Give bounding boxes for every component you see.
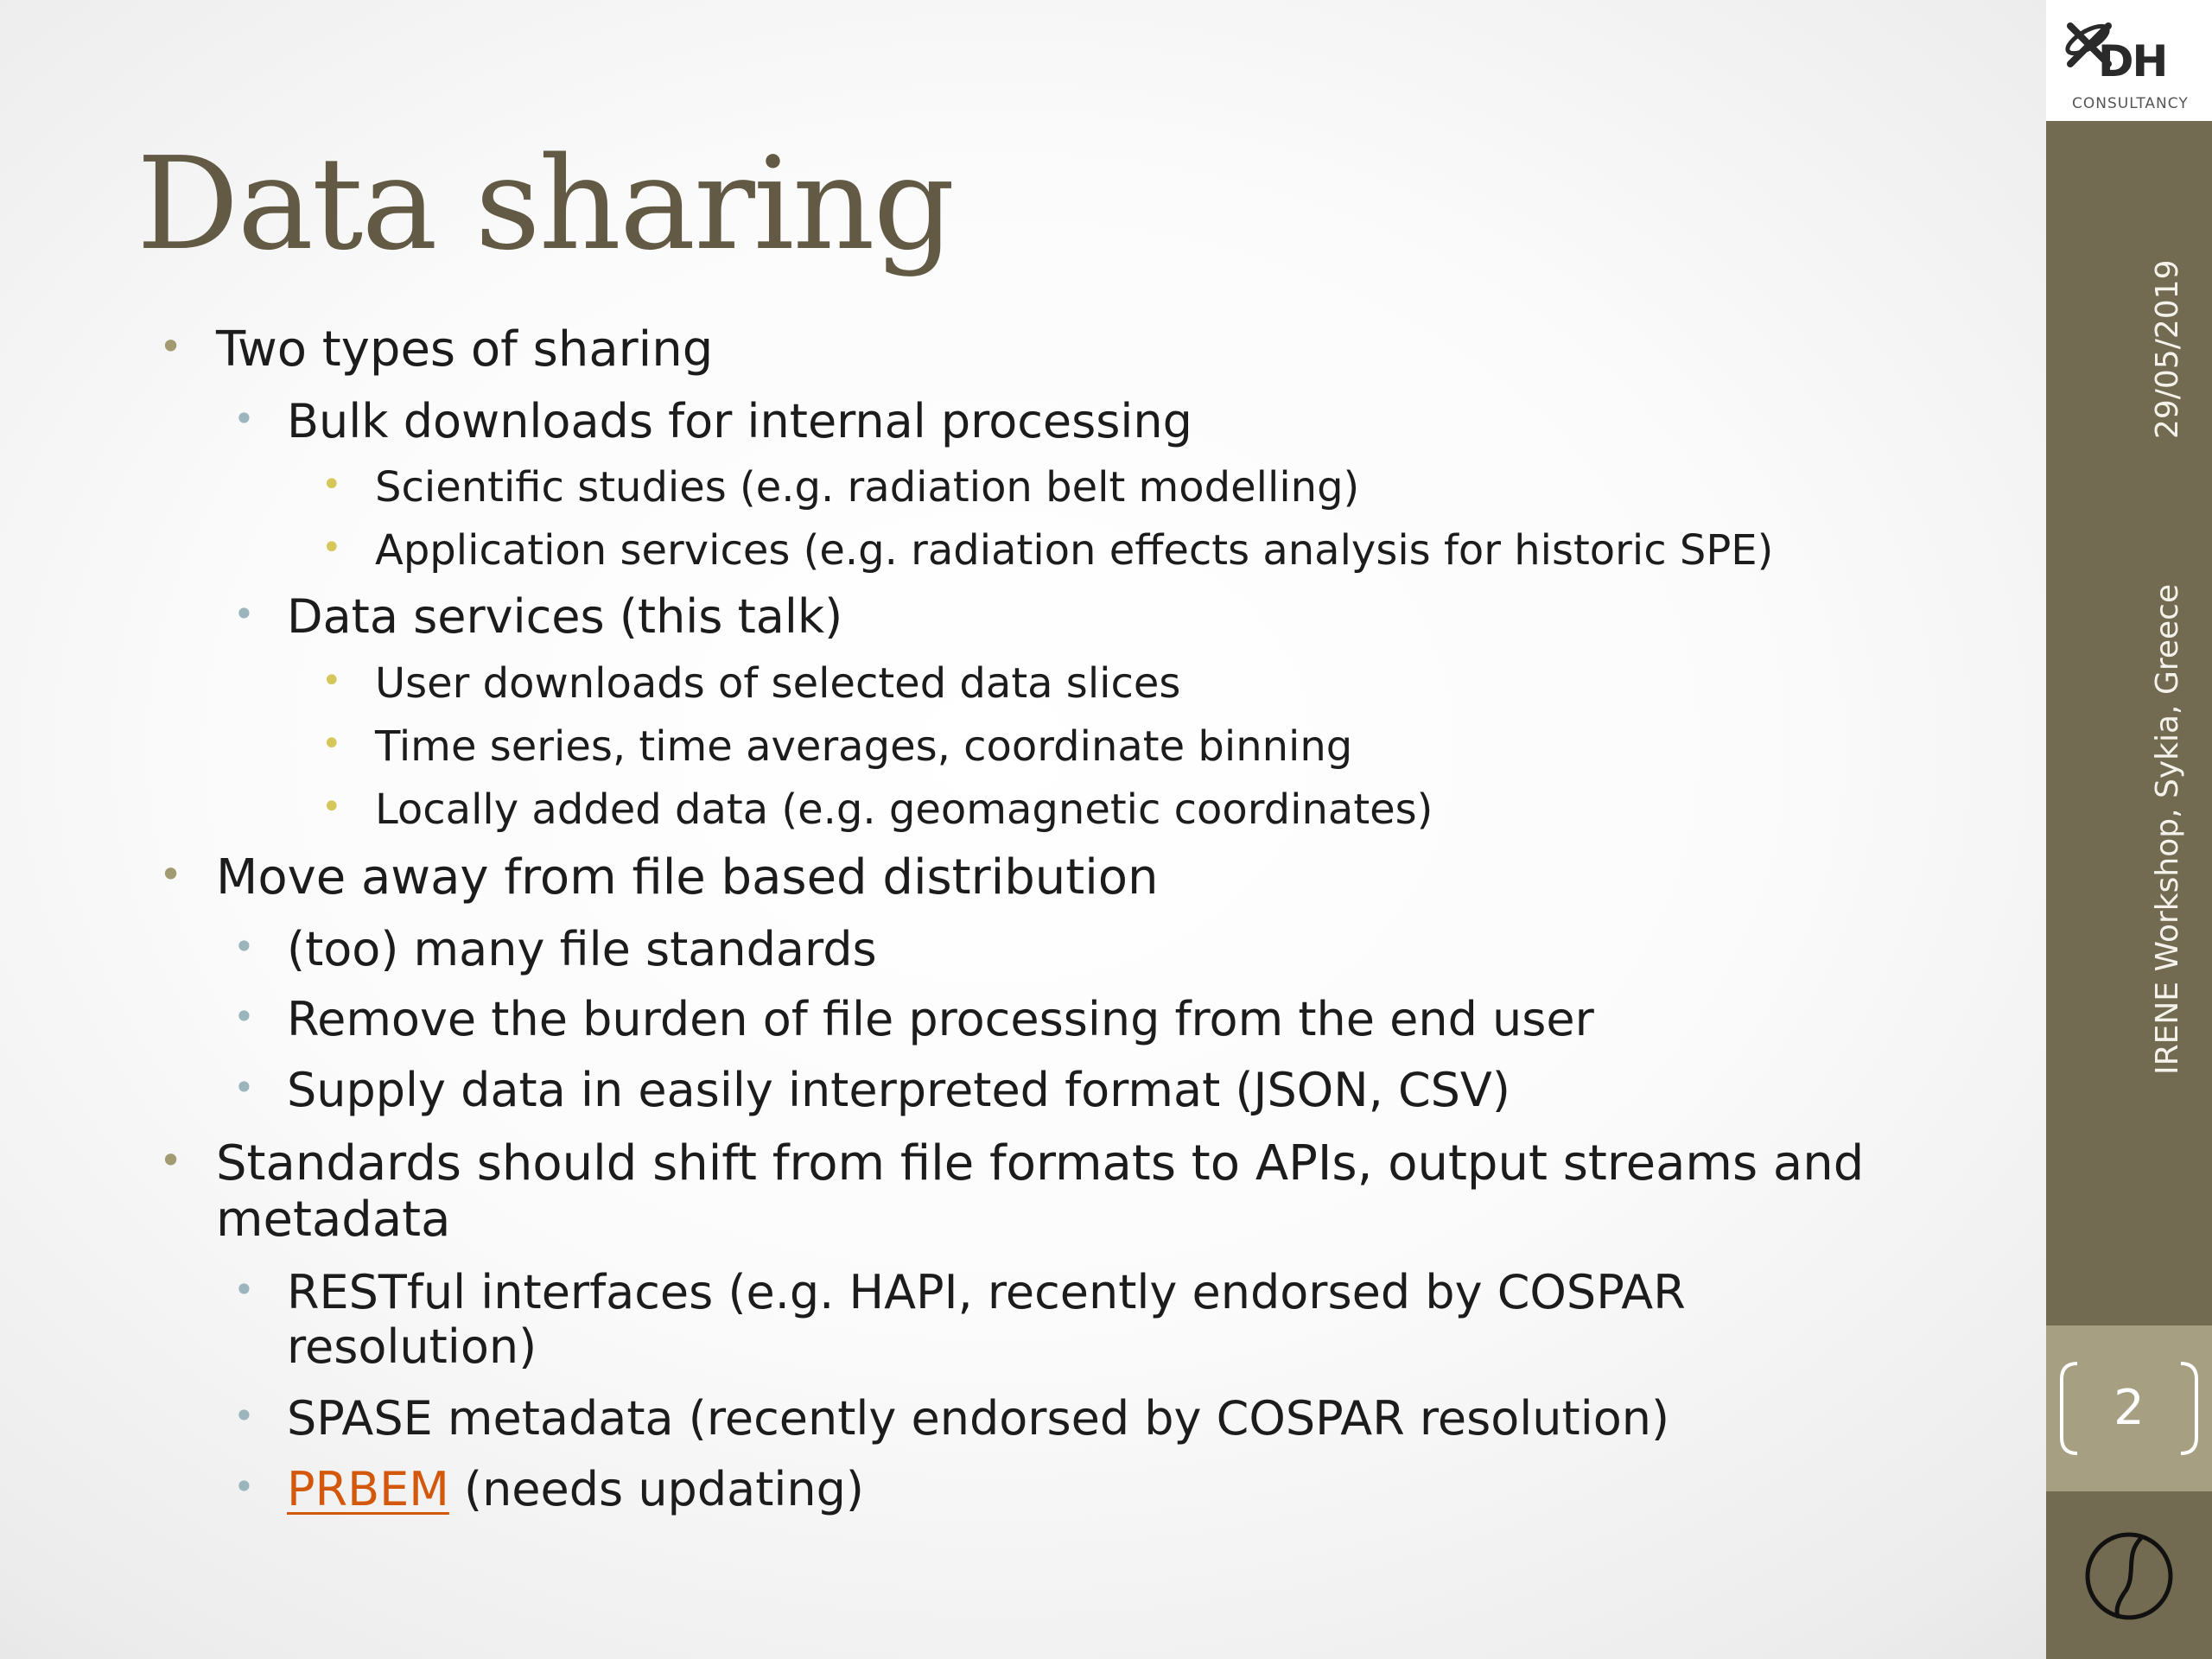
bullet-dot: • (233, 995, 255, 1038)
bullet-text: Locally added data (e.g. geomagnetic coordinates) (375, 785, 1433, 834)
page-number: 2 (2113, 1380, 2145, 1436)
bullet-dot: • (233, 593, 255, 635)
event-name: IRENE Workshop, Sykia, Greece (2150, 583, 2185, 1075)
logo-text: DH (2098, 36, 2167, 86)
bullet-text-continuation: resolution) (287, 1319, 537, 1374)
bullet-dot: • (159, 323, 183, 370)
bullet-dot: • (233, 1066, 255, 1109)
bullet-dot: • (233, 1395, 255, 1437)
bullet-dot: • (321, 787, 342, 827)
slide-title: Data sharing (137, 130, 954, 278)
bullet-text: Remove the burden of file processing from the end user (287, 992, 1594, 1046)
logo-subtext: CONSULTANCY (2072, 95, 2189, 112)
bullet-text: Standards should shift from file formats to APIs, output streams and (216, 1135, 1865, 1192)
bullet-dot: • (159, 1137, 183, 1184)
bullet-text: Move away from file based distribution (216, 849, 1159, 906)
bullet-dot: • (233, 397, 255, 440)
bullet-dot: • (233, 1268, 255, 1311)
bullet-text: Data services (this talk) (287, 589, 843, 644)
circle-logo-icon (2082, 1529, 2176, 1623)
bullet-dot: • (321, 661, 342, 701)
bullet-text: Bulk downloads for internal processing (287, 394, 1192, 448)
bullet-text: RESTful interfaces (e.g. HAPI, recently endorsed by COSPAR (287, 1265, 1686, 1319)
bullet-text: Scientific studies (e.g. radiation belt modelling) (375, 463, 1360, 512)
presentation-date: 29/05/2019 (2150, 259, 2185, 439)
bullet-dot: • (321, 465, 342, 505)
bullet-text: Two types of sharing (216, 321, 714, 378)
company-logo (2046, 0, 2212, 121)
bullet-dot: • (321, 724, 342, 764)
bullet-text: SPASE metadata (recently endorsed by COSPAR resolution) (287, 1391, 1670, 1446)
bullet-dot: • (321, 528, 342, 568)
bullet-text: Application services (e.g. radiation effects analysis for historic SPE) (375, 526, 1774, 575)
prbem-link[interactable]: PRBEM (287, 1462, 449, 1516)
bullet-text: (needs updating) (448, 1462, 864, 1516)
bullet-dot: • (159, 851, 183, 898)
bullet-text: (too) many file standards (287, 922, 877, 976)
bullet-text: Supply data in easily interpreted format (JSON, CSV) (287, 1063, 1510, 1117)
bullet-text: User downloads of selected data slices (375, 659, 1181, 708)
bullet-dot: • (233, 1465, 255, 1508)
bullet-text: Time series, time averages, coordinate binning (375, 722, 1353, 771)
bullet-text-continuation: metadata (216, 1192, 451, 1248)
sidebar (2046, 0, 2212, 1659)
bullet-text-with-link (287, 1462, 864, 1516)
page-number-box (2046, 1325, 2212, 1491)
bullet-dot: • (233, 925, 255, 968)
